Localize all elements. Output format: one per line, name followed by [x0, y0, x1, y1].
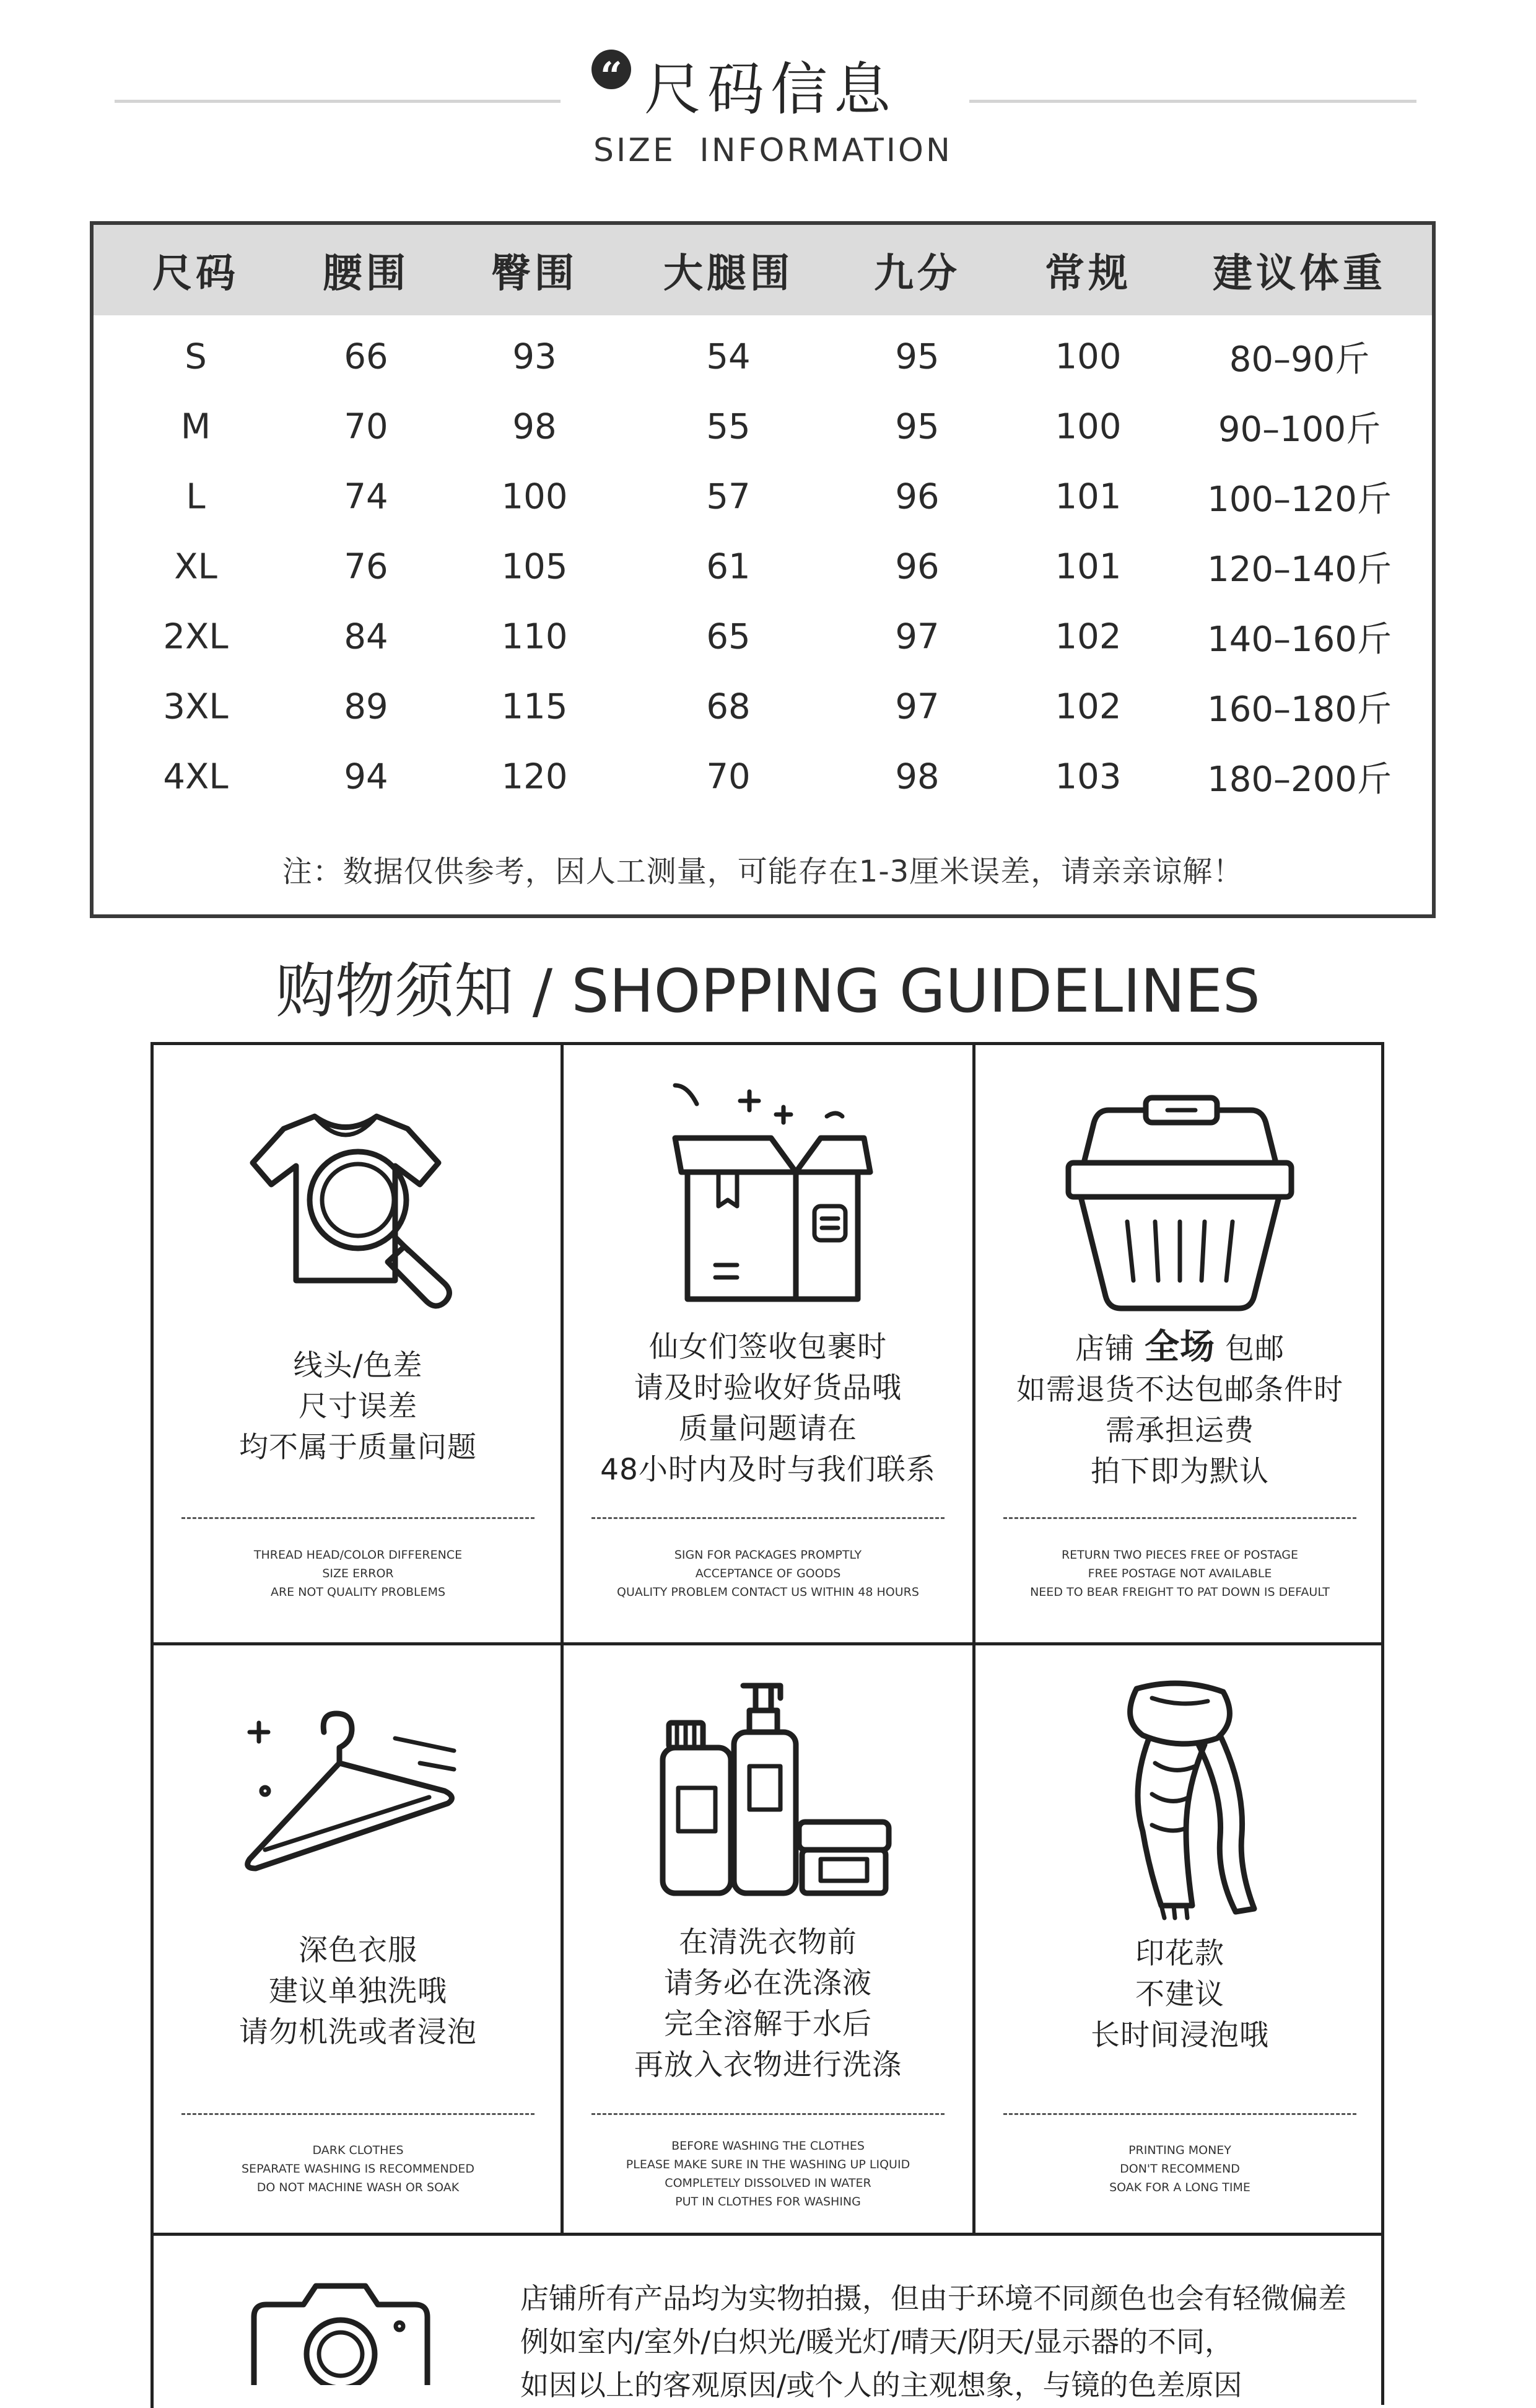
size-table-column-header: 常规	[1045, 251, 1132, 297]
size-table-column-header: 尺码	[152, 251, 239, 297]
open-box-icon	[650, 1079, 898, 1329]
guide-panel-1-line: 尺寸误差	[299, 1390, 417, 1424]
guide-panel-5-line: 再放入衣物进行洗涤	[634, 2048, 902, 2082]
size-table-cell: 101	[1055, 476, 1122, 517]
guide-panel-2-en-line: ACCEPTANCE OF GOODS	[695, 1567, 841, 1580]
shopping-basket-icon	[1056, 1095, 1304, 1320]
size-table-cell: 65	[706, 616, 751, 657]
size-table-cell: 4XL	[163, 756, 229, 797]
size-table-column-header: 建议体重	[1213, 251, 1386, 297]
guide-panel-5-text	[564, 1922, 972, 2086]
size-table-cell: 90–100斤	[1218, 409, 1381, 450]
guide-panel-3-first-line	[975, 1327, 1384, 1370]
size-table-cell: 100	[501, 476, 568, 517]
dashed-divider	[591, 2113, 945, 2115]
page-subtitle: SIZE INFORMATION	[593, 132, 953, 169]
guide-panel-3-line-emphasis: 全场	[1145, 1327, 1215, 1367]
guide-panel-2-line: 请及时验收好货品哦	[634, 1371, 902, 1405]
guide-panel-1-line: 均不属于质量问题	[239, 1430, 477, 1465]
size-table-cell: 97	[895, 686, 940, 727]
size-table-cell: M	[180, 406, 211, 447]
guide-panel-2-text	[564, 1327, 972, 1491]
guide-panel-3-en-line: RETURN TWO PIECES FREE OF POSTAGE	[1061, 1548, 1299, 1562]
size-table-column-header: 臀围	[491, 251, 578, 297]
size-table-cell: 140–160斤	[1207, 620, 1392, 660]
guide-panel-6-line: 不建议	[1135, 1977, 1224, 2012]
size-table-cell: 98	[512, 406, 557, 447]
size-table-cell: 54	[706, 336, 751, 377]
size-table-cell: 180–200斤	[1207, 760, 1392, 800]
guide-panel-1-en	[154, 1546, 562, 1601]
guide-panel-1-text	[154, 1346, 562, 1468]
guide-panel-6-en-line: SOAK FOR A LONG TIME	[1109, 2181, 1250, 2194]
guide-panel-4	[154, 1642, 562, 2231]
size-table-cell: 55	[706, 406, 751, 447]
size-table-cell: 95	[895, 336, 940, 377]
size-table-cell: 84	[344, 616, 388, 657]
guide-panel-5-en	[564, 2137, 972, 2211]
guide-panel-1	[154, 1045, 562, 1640]
size-table-cell: 57	[706, 476, 751, 517]
guide-panel-2-line: 仙女们签收包裹时	[649, 1330, 887, 1364]
size-table-cell: XL	[174, 546, 217, 587]
guide-panel-4-line: 建议单独洗哦	[269, 1974, 447, 2008]
camera-icon	[248, 2280, 434, 2388]
size-table-cell: 96	[895, 476, 940, 517]
guide-panel-2-en-line: QUALITY PROBLEM CONTACT US WITHIN 48 HOURS	[617, 1585, 919, 1599]
size-table-cell: 95	[895, 406, 940, 447]
size-table-cell: 97	[895, 616, 940, 657]
bottom-note-line: 店铺所有产品均为实物拍摄，但由于环境不同颜色也会有轻微偏差	[520, 2282, 1346, 2315]
guide-panel-3-en-line: FREE POSTAGE NOT AVAILABLE	[1088, 1567, 1272, 1580]
guide-panel-6	[975, 1642, 1384, 2231]
dashed-divider	[591, 1517, 945, 1519]
guide-panel-2-line: 48小时内及时与我们联系	[600, 1453, 936, 1487]
size-table-cell: 101	[1055, 546, 1122, 587]
size-table-cell: 98	[895, 756, 940, 797]
size-table-cell: 102	[1055, 686, 1122, 727]
page-title: 尺码信息	[644, 56, 897, 123]
guide-panel-4-en-line: DO NOT MACHINE WASH OR SOAK	[256, 2181, 460, 2194]
guide-panel-6-line: 印花款	[1135, 1937, 1224, 1971]
size-table-cell: 93	[512, 336, 557, 377]
size-table-cell: 74	[344, 476, 388, 517]
size-table-cell: 100	[1055, 336, 1122, 377]
size-table-cell: S	[185, 336, 207, 377]
guide-panel-4-line: 请勿机洗或者浸泡	[239, 2015, 477, 2049]
size-table-cell: 94	[344, 756, 388, 797]
size-table-column-header: 九分	[874, 251, 961, 297]
guide-panel-5-line: 请务必在洗涤液	[664, 1966, 872, 2000]
guide-panel-6-line: 长时间浸泡哦	[1091, 2018, 1269, 2052]
guide-panel-2-en	[564, 1546, 972, 1601]
dashed-divider	[1003, 2113, 1356, 2115]
hanger-icon	[240, 1704, 476, 1905]
header-divider-right	[969, 100, 1416, 103]
size-table-cell: 105	[501, 546, 568, 587]
size-table-note: 注：数据仅供参考，因人工测量，可能存在1-3厘米误差，请亲亲谅解！	[282, 854, 1244, 889]
guide-panel-6-en	[975, 2141, 1384, 2197]
dashed-divider	[181, 2113, 535, 2115]
size-table-cell: 102	[1055, 616, 1122, 657]
guide-panel-5-line: 在清洗衣物前	[679, 1925, 857, 1959]
guide-panel-6-text	[975, 1933, 1384, 2056]
guide-panel-4-text	[154, 1930, 562, 2053]
size-table-cell: 2XL	[163, 616, 229, 657]
grid-divider-h2	[154, 2233, 1381, 2236]
scarf-icon	[1093, 1676, 1267, 1927]
guide-panel-3-line-part: 店铺	[1075, 1332, 1145, 1366]
quote-icon: “	[591, 50, 631, 89]
size-table-cell: 66	[344, 336, 388, 377]
guide-panel-1-line: 线头/色差	[293, 1349, 423, 1383]
size-table-cell: 70	[344, 406, 388, 447]
guidelines-title: 购物须知 / SHOPPING GUIDELINES	[276, 957, 1260, 1026]
header-divider-left	[115, 100, 561, 103]
size-table-cell: 70	[706, 756, 751, 797]
size-table-column-header: 大腿围	[663, 251, 793, 297]
guide-panel-5	[564, 1642, 972, 2231]
bottom-note-line: 例如室内/室外/白炽光/暖光灯/晴天/阴天/显示器的不同，	[520, 2325, 1233, 2358]
guide-panel-6-en-line: DON'T RECOMMEND	[1120, 2162, 1240, 2176]
size-table-cell: 160–180斤	[1207, 690, 1392, 730]
guide-panel-6-en-line: PRINTING MONEY	[1128, 2143, 1231, 2157]
guide-panel-2-line: 质量问题请在	[679, 1412, 857, 1446]
guide-panel-3-en	[975, 1546, 1384, 1601]
guide-panel-1-en-line: ARE NOT QUALITY PROBLEMS	[270, 1585, 446, 1599]
guide-panel-3	[975, 1045, 1384, 1640]
guide-panel-1-en-line: THREAD HEAD/COLOR DIFFERENCE	[253, 1548, 463, 1562]
guide-panel-3-line: 拍下即为默认	[1091, 1455, 1269, 1489]
size-table-cell: 103	[1055, 756, 1122, 797]
size-table-cell: 68	[706, 686, 751, 727]
detergent-bottles-icon	[650, 1673, 898, 1905]
tshirt-magnifier-icon	[247, 1095, 482, 1333]
size-table-cell: 61	[706, 546, 751, 587]
size-table-cell: 120–140斤	[1207, 549, 1392, 590]
guide-panel-3-en-line: NEED TO BEAR FREIGHT TO PAT DOWN IS DEFAULT	[1030, 1585, 1330, 1599]
dashed-divider	[1003, 1517, 1356, 1519]
guide-panel-2-en-line: SIGN FOR PACKAGES PROMPTLY	[674, 1548, 862, 1562]
size-table-column-header: 腰围	[323, 251, 409, 297]
size-table-cell: 80–90斤	[1229, 339, 1370, 380]
guide-panel-4-en-line: SEPARATE WASHING IS RECOMMENDED	[242, 2162, 474, 2176]
bottom-note-line: 如因以上的客观原因/或个人的主观想象，与镜的色差原因	[520, 2368, 1242, 2402]
guide-panel-5-line: 完全溶解于水后	[664, 2007, 872, 2041]
size-table-cell: 96	[895, 546, 940, 587]
size-table-cell: L	[186, 476, 206, 517]
size-table-cell: 76	[344, 546, 388, 587]
guide-panel-4-en	[154, 2141, 562, 2197]
size-table-cell: 89	[344, 686, 388, 727]
dashed-divider	[181, 1517, 535, 1519]
guide-panel-3-line: 如需退货不达包邮条件时	[1016, 1373, 1343, 1407]
size-table-cell: 110	[501, 616, 568, 657]
bottom-note	[520, 2277, 1387, 2407]
guide-panel-1-en-line: SIZE ERROR	[322, 1567, 394, 1580]
guide-panel-3-text	[975, 1327, 1384, 1492]
guide-panel-4-en-line: DARK CLOTHES	[312, 2143, 404, 2157]
guide-panel-5-en-line: PUT IN CLOTHES FOR WASHING	[675, 2195, 861, 2209]
size-table-cell: 115	[501, 686, 568, 727]
size-table-cell: 100	[1055, 406, 1122, 447]
guide-panel-5-en-line: PLEASE MAKE SURE IN THE WASHING UP LIQUID	[626, 2158, 910, 2171]
guide-panel-3-line: 需承担运费	[1106, 1414, 1254, 1448]
guide-panel-4-line: 深色衣服	[299, 1933, 417, 1968]
guide-panel-5-en-line: COMPLETELY DISSOLVED IN WATER	[665, 2176, 871, 2190]
guide-panel-2	[564, 1045, 972, 1640]
size-table	[90, 221, 1436, 918]
guide-panel-3-line-part: 包邮	[1215, 1332, 1285, 1366]
size-table-cell: 100–120斤	[1207, 479, 1392, 520]
size-table-cell: 120	[501, 756, 568, 797]
guide-panel-5-en-line: BEFORE WASHING THE CLOTHES	[671, 2139, 865, 2153]
size-table-cell: 3XL	[163, 686, 229, 727]
